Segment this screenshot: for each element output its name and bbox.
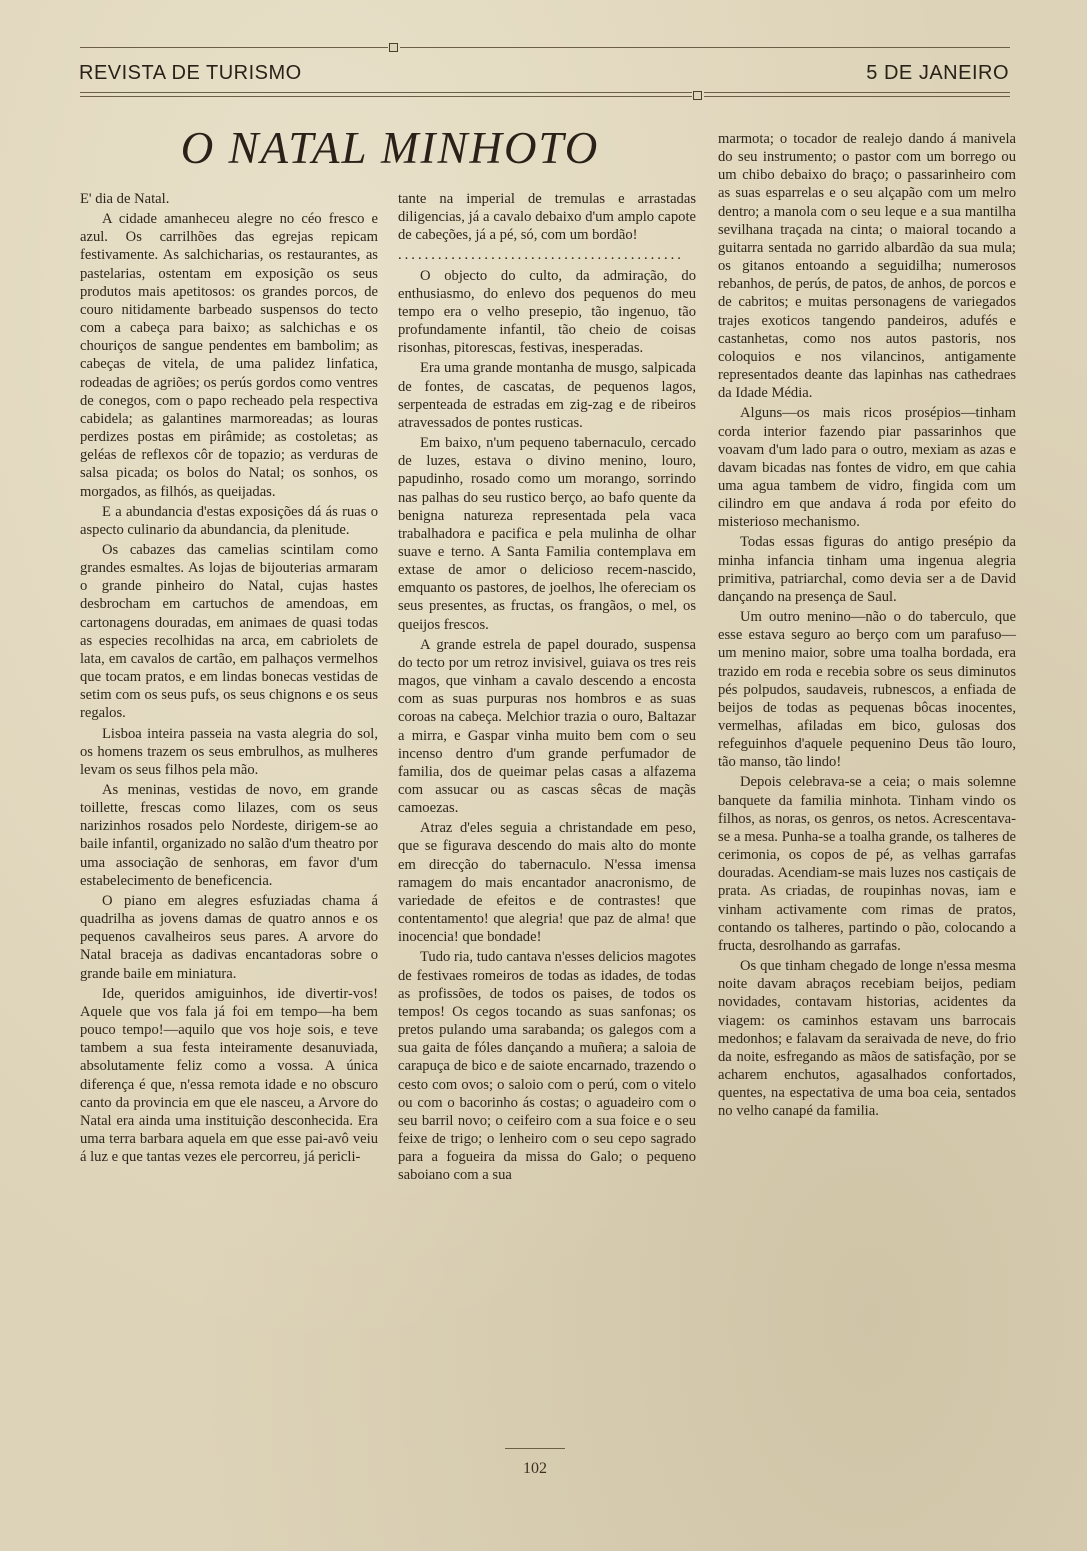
paragraph: Todas essas figuras do antigo presépio da minha infancia tinham uma ingenua alegria primitiva, patriarchal, como devia ser a de David dançando na presença de Saul. — [718, 534, 1016, 605]
paragraph: Ide, queridos amiguinhos, ide divertir-vos! Aquele que vos fala já foi em tempo—ha bem pouco tempo!—aquilo que vos hoje sois, e teve tambem a sua festa inteiramente desanuviada, absolutamente feliz como a vossa. A única diferença é que, n'essa remota idade e no obscuro canto da provincia em que ele nasceu, a Arvore do Natal era ainda uma instituição desconhecida. Era uma terra barbara aquela em que esse pai-avô veiu á luz e que tantas vezes ele percorreu, já pericli- — [80, 985, 378, 1166]
header-ornament-bottom — [693, 91, 702, 100]
paragraph: Os que tinham chegado de longe n'essa mesma noite davam abraços recebiam beijos, pediam novidades, contavam historias, acidentes da viagem: os caminhos estavam uns barrocais medonhos; e falavam da seraivada de neve, do frio da noite, esfregando as mãos de satisfação, por se acharem enchutos, agasalhados confortados, quentes, na espectativa de uma boa ceia, sentados no velho canapé da familia. — [718, 958, 1016, 1120]
header-rule-bottom-right — [704, 92, 1010, 97]
paragraph: marmota; o tocador de realejo dando á manivela do seu instrumento; o pastor com um borrego ou um chibo debaixo do braço; o passarinheiro com as suas esparrelas e o seu alçapão com um melro dentro; a manola com o seu leque e a sua mantilha sevilhana traçada na cinta; o maioral tocando a guitarra sentada no garrido albardão da sua mula; os gitanos entoando a seguidilha; numerosos rebanhos, de perús, de patos, de anhos, de porcos e de cabritos; e muitas personagens de variegados trajes exoticos tangendo pandeiros, adufés e castanhetas, como nos autos pastoris, nos coloquios e nos vilancinos, antigamente representados deante das lapinhas nas cathedraes da Idade Média. — [718, 131, 1016, 402]
header-rule-top-right — [400, 47, 1010, 48]
paragraph: A grande estrela de papel dourado, suspensa do tecto por um retroz invisivel, guiava os tres reis magos, que vinham a cavalo descendo a encosta com as suas purpuras nos hombros e as suas coroas na cabeça. Melchior trazia o ouro, Baltazar a mirra, e Gaspar vinha muito bem com o seu incenso dentro d'um grande perfumador de familia, dos de queimar pelas casas a alfazema com assucar ou as cascas sêcas de maçãs camoezas. — [398, 636, 696, 817]
paragraph: Depois celebrava-se a ceia; o mais solemne banquete da familia minhota. Tinham vindo os filhos, as noras, os genros, os netos. Acrescentava-se a mesa. Punha-se a toalha grande, os talheres de cerimonia, os copos de pé, as velhas garrafas douradas. Acendiam-se mais luzes nos castiçais de prata. As criadas, de roupinhas novas, iam e vinham activamente com rimas de pratos, contando os talheres, partindo o pão, colocando a fructa, desrolhando as garrafas. — [718, 774, 1016, 954]
paragraph: Tudo ria, tudo cantava n'esses delicios magotes de festivaes romeiros de todas as idades, de todas as profissões, de todos os paises, de todos os tempos! Os cegos tocando as suas sanfonas; os pretos pulando uma sarabanda; os galegos com a sua gaita de fóles dançando a muñera; a saloia de carapuça de bico e de saiote encarnado, trazendo o cesto com ovos; o saloio com o perú, com o vitelo ou com o bacorinho ás costas; o aguadeiro com o seu barril novo; o ceifeiro com a sua foice e o seu feixe de trigo; o lenheiro com o seu cepo sagrado para a fogueira da missa do Galo; o pequeno saboiano com a sua — [398, 949, 696, 1184]
paragraph: O piano em alegres esfuziadas chama á quadrilha as jovens damas de quatro annos e os pequenos cavalheiros seus pares. A arvore do Natal braceja as dadivas encantadoras sobre o grande baile em miniatura. — [80, 892, 378, 982]
text-column-3 — [718, 130, 1016, 1120]
header-ornament-top — [389, 43, 398, 52]
paragraph: tante na imperial de tremulas e arrastadas diligencias, já a cavalo debaixo d'um amplo capote de cabeções, já a pé, só, com um bordão! — [398, 191, 696, 244]
paragraph: E a abundancia d'estas exposições dá ás ruas o aspecto culinario da abundancia, da plenitude. — [80, 503, 378, 538]
paragraph: E' dia de Natal. — [80, 191, 170, 207]
paragraph: Um outro menino—não o do taberculo, que esse estava seguro ao berço com um parafuso—um menino maior, sobre uma toalha bordada, era trazido em roda e recebia sobre os seus diminutos pés polpudos, saudaveis, rubnescos, a enfiada de beijos de todas as pequenas bôcas inocentes, vermelhas, afiladas em bico, gulosas dos refeguinhos d'aquele pequenino Deus tão louro, tão manso, tão lindo! — [718, 609, 1016, 771]
article-title: O NATAL MINHOTO — [180, 123, 600, 173]
text-column-1 — [80, 190, 378, 1166]
paragraph: Os cabazes das camelias scintilam como grandes esmaltes. As lojas de bijouterias armaram o grande pinheiro do Natal, cujas hastes desbrocham em cartuchos de amendoas, em cartonagens douradas, em animaes de quasi todas as especies recolhidas na arca, em cabriolets de lata, em cavalos de cartão, em palhaços vermelhos que tocam pratos, e em lindas bonecas vestidas de setim com os seus pufs, os seus chignons e os seus regalos. — [80, 541, 378, 722]
paragraph: Em baixo, n'um pequeno tabernaculo, cercado de luzes, estava o divino menino, louro, papudinho, rosado como um morango, sorrindo nas palhas do seu rustico berço, ao bafo quente da benigna natureza representada pela vaca trabalhadora e pacifica e pela mulinha de olhar suave e terno. A Santa Familia contemplava em extase de amor o delicioso recem-nascido, emquanto os pastores, de joelhos, lhe ofereciam os seus presentes, as fructas, os frangãos, o mel, os queijos frescos. — [398, 435, 696, 633]
header-rule-top-left — [80, 47, 388, 48]
header-rule-bottom-left — [80, 92, 692, 97]
text-column-2 — [398, 190, 696, 1184]
paragraph: A cidade amanheceu alegre no céo fresco e azul. Os carrilhões das egrejas repicam festivamente. As salchicharias, os restaurantes, as pastelarias, ostentam em exposição os seus produtos mais apetitosos: os grandes porcos, de couro nitidamente barbeado suspensos do tecto com a cabeça para baixo; as salchichas e os chouriços de sangue pendentes em bambolim; as cabeças de vitela, de uma palidez linfatica, rodeadas de agriões; os perús gordos como ventres de conegos, com o papo recheado pela respectiva cabidela; as galantines marmoreadas; as louras perdizes postas em pirâmide; as costoletas; as geléas de reflexos côr de topazio; as verduras de salsa picada; os bolos do Natal; os sonhos, os morgados, as filhós, as queijadas. — [80, 211, 378, 500]
paragraph: Era uma grande montanha de musgo, salpicada de fontes, de cascatas, de pequenos lagos, serpenteada de estradas em zig-zag e de ribeiros atravessados de pontes rusticas. — [398, 360, 696, 431]
publication-name: REVISTA DE TURISMO — [79, 62, 302, 84]
footer-rule — [505, 1448, 565, 1449]
paragraph: O objecto do culto, da admiração, do enthusiasmo, do enlevo dos pequenos do meu tempo era o velho presepio, tão ingenuo, tão profundamente infantil, tão cheio de coisas risonhas, pitorescas, festivas, inesperadas. — [398, 267, 696, 357]
issue-date: 5 DE JANEIRO — [866, 62, 1009, 84]
page-number: 102 — [523, 1460, 547, 1477]
paragraph: As meninas, vestidas de novo, em grande toillette, frescas como lilazes, com os seus narizinhos rosados pelo Nordeste, dirigem-se ao baile infantil, organizado no salão d'um theatro por uma associação de senhoras, em favor d'um estabelecimento de beneficencia. — [80, 782, 378, 889]
paragraph: Alguns—os mais ricos prosépios—tinham corda interior fazendo piar passarinhos que voavam d'um lado para o outro, mexiam as azas e davam bicadas nas fontes de vidro, em que cahia uma agua tambem de vidro, fingida com um cilindro em que andava á roda por efeito do misterioso mechanismo. — [718, 405, 1016, 531]
paragraph: Atraz d'eles seguia a christandade em peso, que se figurava descendo do mais alto do monte em direcção do tabernaculo. N'essa imensa ramagem do mais encantador anacronismo, de variedade de efeitos e de contrastes! que contentamento! que alegria! que paz de alma! que inocencia! que bondade! — [398, 820, 696, 946]
paragraph: Lisboa inteira passeia na vasta alegria do sol, os homens trazem os seus embrulhos, as mulheres levam os seus filhos pela mão. — [80, 725, 378, 778]
ellipsis-separator: ........................................... — [398, 247, 684, 264]
